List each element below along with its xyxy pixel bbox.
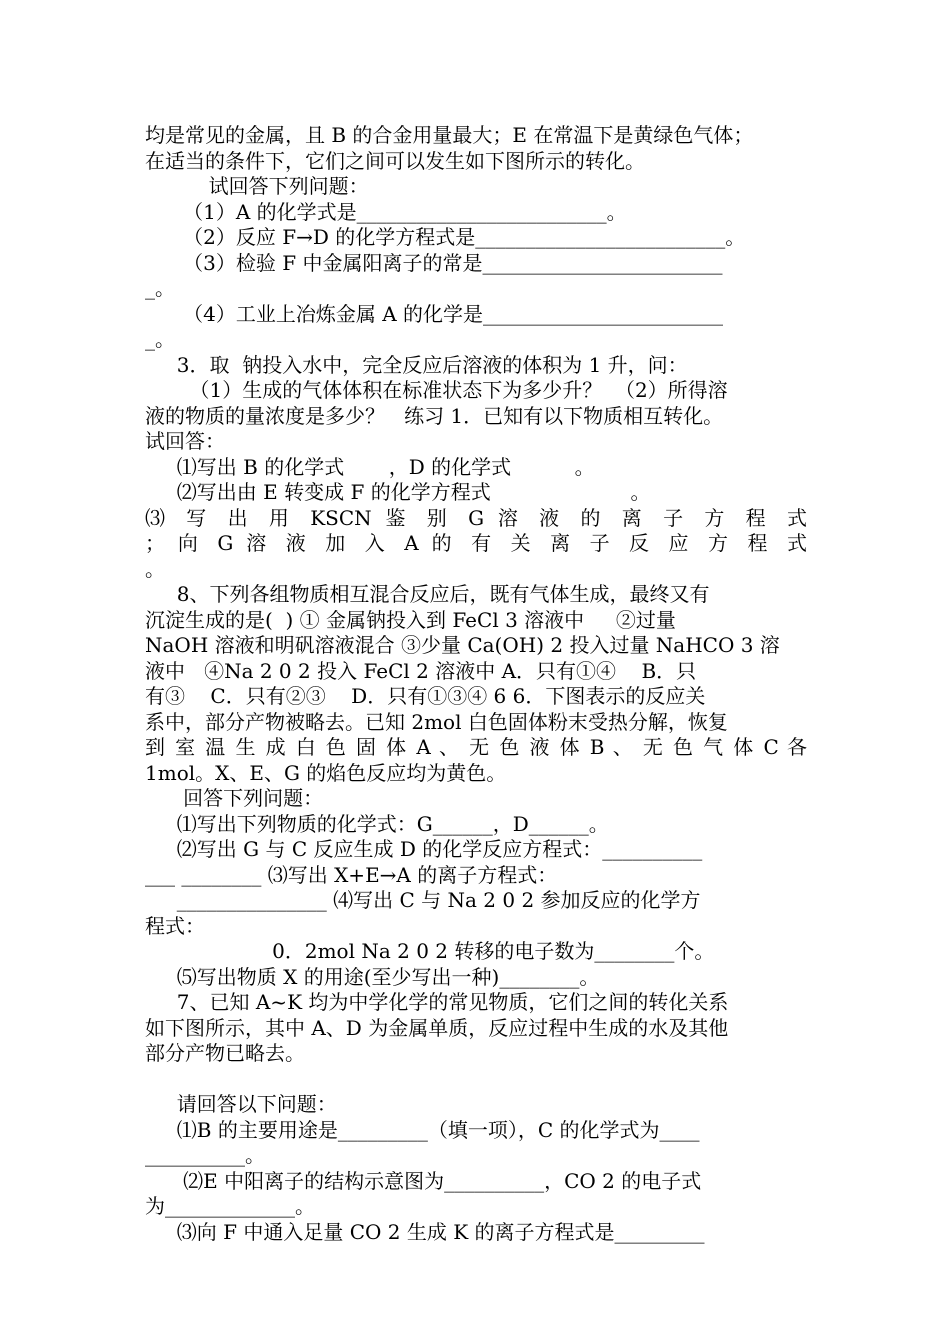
text-line: 试回答下列问题： bbox=[145, 174, 369, 198]
text-line: （1）A 的化学式是_________________________。 bbox=[145, 199, 627, 224]
text-line: 8、下列各组物质相互混合反应后，既有气体生成，最终又有 bbox=[145, 582, 710, 606]
text-line: 0．2mol Na 2 0 2 转移的电子数为________个。 bbox=[145, 939, 715, 963]
text-line bbox=[145, 1067, 807, 1093]
text-line: 7、已知 A~K 均为中学化学的常见物质，它们之间的转化关系 bbox=[145, 990, 729, 1014]
text-line: ⑴B 的主要用途是_________（填一项），C 的化学式为____ bbox=[145, 1117, 700, 1142]
text-line: ⑶向 F 中通入足量 CO 2 生成 K 的离子方程式是_________ bbox=[145, 1219, 705, 1244]
text-line: ⑵写出由 E 转变成 F 的化学方程式 。 bbox=[145, 480, 651, 504]
text-line: 试回答： bbox=[145, 429, 225, 453]
text-line: ⑵E 中阳离子的结构示意图为__________，CO 2 的电子式 bbox=[145, 1168, 702, 1193]
text-line: 回答下列问题： bbox=[145, 786, 324, 810]
text-line: ⑶ 写 出 用 KSCN 鉴 别 G 溶 液 的 离 子 方 程 式 bbox=[145, 505, 807, 530]
text-line: （1）生成的气体体积在标准状态下为多少升？ （2）所得溶 bbox=[145, 378, 728, 402]
text-line: 1mol。X、E、G 的焰色反应均为黄色。 bbox=[145, 760, 507, 785]
text-line: 3．取 钠投入水中，完全反应后溶液的体积为 1 升，问： bbox=[145, 352, 688, 377]
text-line: 。 bbox=[145, 556, 165, 581]
text-line: 液中 ④Na 2 0 2 投入 FeCl 2 溶液中 A．只有①④ B．只 bbox=[145, 658, 697, 683]
text-line: ⑴写出 B 的化学式 ，D 的化学式 。 bbox=[145, 454, 595, 479]
text-line: ⑸写出物质 X 的用途(至少写出一种)________。 bbox=[145, 964, 600, 989]
text-line: NaOH 溶液和明矾溶液混合 ③少量 Ca(OH) 2 投入过量 NaHCO 3 溶 bbox=[145, 633, 780, 657]
text-line: 部分产物已略去。 bbox=[145, 1041, 305, 1065]
text-line: （4）工业上冶炼金属 A 的化学是________________________ bbox=[145, 301, 724, 326]
document-page bbox=[145, 123, 807, 1245]
text-line: 请回答以下问题： bbox=[145, 1092, 337, 1116]
text-line: 系中，部分产物被略去。已知 2mol 白色固体粉末受热分解，恢复 bbox=[145, 709, 728, 734]
text-line: 有③ C．只有②③ D．只有①③④ 6 6．下图表示的反应关 bbox=[145, 684, 706, 708]
text-line: 液的物质的量浓度是多少？ 练习 1．已知有以下物质相互转化。 bbox=[145, 403, 724, 428]
text-line: ⑴写出下列物质的化学式：G______，D______。 bbox=[145, 811, 609, 836]
text-line: 均是常见的金属，且 B 的合金用量最大；E 在常温下是黄绿色气体； bbox=[145, 123, 754, 147]
text-line: 为_____________。 bbox=[145, 1194, 315, 1218]
text-line: （2）反应 F→D 的化学方程式是_________________________。 bbox=[145, 225, 746, 249]
text-line: 程式： bbox=[145, 913, 205, 938]
text-line: ___ ________ ⑶写出 X+E→A 的离子方程式： bbox=[145, 862, 558, 887]
text-line: __________。 bbox=[145, 1143, 265, 1167]
text-line: _______________ ⑷写出 C 与 Na 2 0 2 参加反应的化学方 bbox=[145, 888, 701, 912]
text-line: ⑵写出 G 与 C 反应生成 D 的化学反应方程式：__________ bbox=[145, 837, 703, 861]
text-line: 在适当的条件下，它们之间可以发生如下图所示的转化。 bbox=[145, 148, 645, 173]
text-line: 沉淀生成的是( ) ① 金属钠投入到 FeCl 3 溶液中 ②过量 bbox=[145, 607, 676, 632]
text-line: 如下图所示，其中 A、D 为金属单质，反应过程中生成的水及其他 bbox=[145, 1015, 729, 1040]
text-line: （3）检验 F 中金属阳离子的常是________________________ bbox=[145, 250, 723, 275]
text-line: _。 bbox=[145, 327, 175, 351]
text-line: 到 室 温 生 成 白 色 固 体 A 、 无 色 液 体 B 、 无 色 气 体 C 各 bbox=[145, 735, 807, 759]
text-line: ； 向 G 溶 液 加 入 A 的 有 关 离 子 反 应 方 程 式 bbox=[145, 531, 807, 555]
text-line: _。 bbox=[145, 276, 175, 300]
